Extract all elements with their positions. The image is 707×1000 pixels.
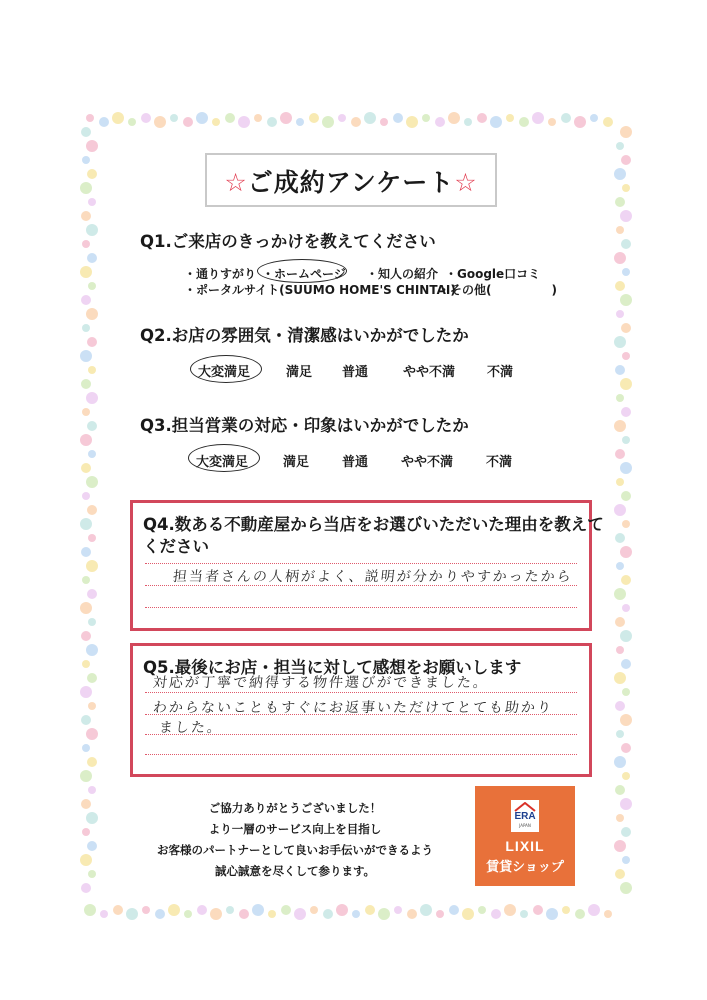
q3-option-neutral[interactable]: 普通 [342, 455, 369, 470]
era-logo-text: ERA [514, 811, 536, 822]
q2-option-satisfied[interactable]: 満足 [286, 365, 313, 380]
lixil-chintai-shop-logo [475, 786, 575, 886]
decorative-dot [588, 904, 600, 916]
decorative-dot [616, 310, 624, 318]
decorative-dot [86, 560, 98, 572]
decorative-dot [82, 492, 90, 500]
decorative-dot [622, 184, 630, 192]
q2-option-very-satisfied[interactable]: 大変満足 [198, 365, 251, 380]
decorative-dot [614, 756, 626, 768]
decorative-dot [267, 117, 277, 127]
decorative-dot [620, 882, 632, 894]
decorative-dot [616, 226, 624, 234]
q2-option-unsatisfied[interactable]: 不満 [487, 365, 514, 380]
decorative-dot [184, 910, 192, 918]
decorative-dot [616, 478, 624, 486]
dotted-line [145, 734, 577, 735]
decorative-dot [614, 252, 626, 264]
decorative-dot [87, 673, 97, 683]
decorative-dot [532, 112, 544, 124]
decorative-dot [88, 786, 96, 794]
decorative-dot [88, 198, 96, 206]
q3-option-unsatisfied[interactable]: 不満 [486, 455, 513, 470]
decorative-dot [183, 117, 193, 127]
q5-handwritten-line3: ました。 [158, 720, 224, 736]
decorative-dot [338, 114, 346, 122]
q3-question: Q3.担当営業の対応・印象はいかがでしたか [140, 416, 469, 435]
decorative-dot [81, 379, 91, 389]
decorative-dot [620, 126, 632, 138]
decorative-dot [87, 421, 97, 431]
decorative-dot [281, 905, 291, 915]
decorative-dot [86, 308, 98, 320]
decorative-dot [614, 336, 626, 348]
decorative-dot [80, 770, 92, 782]
q1-option-walk[interactable]: ・通りすがり [184, 267, 257, 281]
decorative-dot [212, 118, 220, 126]
decorative-dot [614, 168, 626, 180]
decorative-dot [86, 114, 94, 122]
decorative-dot [520, 910, 528, 918]
decorative-dot [87, 841, 97, 851]
decorative-dot [615, 197, 625, 207]
decorative-dot [436, 910, 444, 918]
decorative-dot [548, 118, 556, 126]
q3-option-satisfied[interactable]: 満足 [283, 455, 310, 470]
decorative-dot [81, 547, 91, 557]
decorative-dot [616, 562, 624, 570]
page-title-text: ご成約アンケート [247, 168, 455, 197]
dotted-line [145, 585, 577, 586]
decorative-dot [80, 350, 92, 362]
decorative-dot [309, 113, 319, 123]
decorative-dot [294, 908, 306, 920]
decorative-dot [622, 352, 630, 360]
decorative-dot [621, 491, 631, 501]
decorative-dot [615, 785, 625, 795]
decorative-dot [616, 730, 624, 738]
decorative-dot [620, 546, 632, 558]
decorative-dot [621, 239, 631, 249]
decorative-dot [87, 757, 97, 767]
decorative-dot [614, 840, 626, 852]
decorative-dot [519, 117, 529, 127]
q5-question: Q5.最後にお店・担当に対して感想をお願いします [143, 658, 522, 677]
decorative-dot [616, 646, 624, 654]
decorative-dot [420, 904, 432, 916]
q1-option-other[interactable]: ・その他( ) [438, 283, 557, 297]
decorative-dot [449, 905, 459, 915]
star-icon: ☆ [224, 168, 248, 197]
decorative-dot [621, 323, 631, 333]
decorative-dot [128, 118, 136, 126]
decorative-dot [86, 728, 98, 740]
thanks-line2: より一層のサービス向上を目指し [208, 822, 382, 836]
decorative-dot [80, 434, 92, 446]
decorative-dot [88, 618, 96, 626]
decorative-dot [99, 117, 109, 127]
decorative-dot [88, 282, 96, 290]
decorative-dot [621, 743, 631, 753]
decorative-dot [168, 904, 180, 916]
decorative-dot [197, 905, 207, 915]
decorative-dot [81, 631, 91, 641]
q4-answer-box[interactable] [130, 500, 604, 631]
decorative-dot [575, 909, 585, 919]
q3-option-very-satisfied[interactable]: 大変満足 [196, 455, 249, 470]
decorative-dot [82, 828, 90, 836]
decorative-dot [393, 113, 403, 123]
decorative-dot [141, 113, 151, 123]
lixil-text: LIXIL [505, 838, 545, 854]
decorative-dot [86, 644, 98, 656]
decorative-dot [620, 630, 632, 642]
decorative-dot [621, 155, 631, 165]
decorative-dot [80, 686, 92, 698]
decorative-dot [621, 827, 631, 837]
decorative-dot [226, 906, 234, 914]
decorative-dot [478, 906, 486, 914]
decorative-dot [620, 798, 632, 810]
decorative-dot [84, 904, 96, 916]
q3-selection-circle [188, 444, 260, 472]
decorative-dot [620, 210, 632, 222]
dotted-line [145, 714, 577, 715]
decorative-dot [88, 450, 96, 458]
q3-option-somewhat-unsatisfied[interactable]: やや不満 [401, 455, 454, 470]
decorative-dot [82, 660, 90, 668]
era-logo-subtext: JAPAN [519, 823, 531, 828]
decorative-dot [406, 116, 418, 128]
decorative-dot [621, 575, 631, 585]
decorative-dot [464, 118, 472, 126]
decorative-dot [225, 113, 235, 123]
decorative-dot [88, 534, 96, 542]
q5-handwritten-line1: 対応が丁寧で納得する物件選びができました。 [152, 675, 490, 691]
decorative-dot [81, 127, 91, 137]
decorative-dot [621, 407, 631, 417]
decorative-dot [86, 392, 98, 404]
decorative-dot [82, 324, 90, 332]
decorative-dot [590, 114, 598, 122]
decorative-dot [506, 114, 514, 122]
decorative-dot [170, 114, 178, 122]
decorative-dot [81, 883, 91, 893]
decorative-dot [82, 408, 90, 416]
decorative-dot [100, 910, 108, 918]
decorative-dot [620, 294, 632, 306]
decorative-dot [351, 117, 361, 127]
decorative-dot [81, 799, 91, 809]
decorative-dot [622, 688, 630, 696]
decorative-dot [336, 904, 348, 916]
decorative-dot [88, 366, 96, 374]
decorative-dot [238, 116, 250, 128]
q1-option-portal[interactable]: ・ポータルサイト(SUUMO HOME'S CHINTAI) [184, 283, 456, 297]
decorative-dot [87, 169, 97, 179]
q1-option-google[interactable]: ・Google口コミ [445, 267, 541, 281]
decorative-dot [448, 112, 460, 124]
decorative-dot [142, 906, 150, 914]
decorative-dot [210, 908, 222, 920]
decorative-dot [615, 533, 625, 543]
decorative-dot [80, 266, 92, 278]
decorative-dot [615, 281, 625, 291]
q2-option-neutral[interactable]: 普通 [342, 365, 369, 380]
decorative-dot [614, 588, 626, 600]
q2-question: Q2.お店の雰囲気・清潔感はいかがでしたか [140, 326, 469, 345]
decorative-dot [380, 118, 388, 126]
decorative-dot [82, 576, 90, 584]
decorative-dot [407, 909, 417, 919]
decorative-dot [87, 589, 97, 599]
decorative-dot [365, 905, 375, 915]
decorative-dot [622, 604, 630, 612]
decorative-dot [81, 211, 91, 221]
era-logo [511, 800, 539, 832]
decorative-dot [615, 617, 625, 627]
decorative-dot [614, 504, 626, 516]
decorative-dot [80, 182, 92, 194]
decorative-dot [435, 117, 445, 127]
decorative-dot [112, 112, 124, 124]
q4-question-line1: Q4.数ある不動産屋から当店をお選びいただいた理由を教えて [143, 515, 604, 534]
decorative-dot [296, 118, 304, 126]
decorative-dot [87, 253, 97, 263]
decorative-dot [491, 909, 501, 919]
decorative-dot [615, 365, 625, 375]
q5-handwritten-line2: わからないこともすぐにお返事いただけてとても助かり [152, 700, 554, 716]
decorative-dot [352, 910, 360, 918]
dotted-line [145, 563, 577, 564]
title-box [205, 153, 497, 207]
decorative-dot [622, 268, 630, 276]
decorative-dot [462, 908, 474, 920]
decorative-dot [87, 505, 97, 515]
decorative-dot [574, 116, 586, 128]
decorative-dot [620, 378, 632, 390]
decorative-dot [615, 701, 625, 711]
decorative-dot [615, 869, 625, 879]
decorative-dot [154, 116, 166, 128]
decorative-dot [378, 908, 390, 920]
decorative-dot [603, 117, 613, 127]
decorative-dot [86, 476, 98, 488]
decorative-dot [616, 142, 624, 150]
decorative-dot [622, 772, 630, 780]
decorative-dot [252, 904, 264, 916]
decorative-dot [616, 394, 624, 402]
decorative-dot [280, 112, 292, 124]
decorative-dot [88, 702, 96, 710]
decorative-dot [322, 116, 334, 128]
decorative-dot [614, 420, 626, 432]
decorative-dot [477, 113, 487, 123]
thanks-line1: ご協力ありがとうございました！ [208, 801, 382, 815]
decorative-dot [323, 909, 333, 919]
page-title [207, 163, 495, 199]
decorative-dot [562, 906, 570, 914]
decorative-dot [80, 602, 92, 614]
decorative-dot [196, 112, 208, 124]
decorative-dot [81, 295, 91, 305]
decorative-dot [80, 854, 92, 866]
decorative-dot [239, 909, 249, 919]
q1-question: Q1.ご来店のきっかけを教えてください [140, 232, 436, 251]
decorative-dot [604, 910, 612, 918]
chintai-shop-text: 賃貸ショップ [486, 860, 564, 875]
decorative-dot [113, 905, 123, 915]
decorative-dot [614, 672, 626, 684]
decorative-dot [80, 518, 92, 530]
decorative-dot [561, 113, 571, 123]
thanks-line3: お客様のパートナーとして良いお手伝いができるよう [157, 843, 433, 857]
decorative-dot [82, 744, 90, 752]
decorative-dot [81, 463, 91, 473]
decorative-dot [82, 240, 90, 248]
decorative-dot [620, 462, 632, 474]
decorative-dot [621, 659, 631, 669]
decorative-dot [155, 909, 165, 919]
q1-option-friend[interactable]: ・知人の紹介 [366, 267, 439, 281]
decorative-dot [268, 910, 276, 918]
decorative-dot [254, 114, 262, 122]
q2-option-somewhat-unsatisfied[interactable]: やや不満 [403, 365, 456, 380]
decorative-dot [622, 856, 630, 864]
decorative-dot [82, 156, 90, 164]
thanks-line4: 誠心誠意を尽くして参ります。 [214, 864, 376, 878]
decorative-dot [546, 908, 558, 920]
decorative-dot [81, 715, 91, 725]
decorative-dot [86, 224, 98, 236]
dotted-line [145, 692, 577, 693]
decorative-dot [504, 904, 516, 916]
decorative-dot [394, 906, 402, 914]
q4-handwritten-answer: 担当者さんの人柄がよく、説明が分かりやすかったから [172, 569, 574, 585]
decorative-dot [615, 449, 625, 459]
q5-answer-box[interactable] [130, 643, 592, 777]
decorative-dot [490, 116, 502, 128]
decorative-dot [616, 814, 624, 822]
decorative-dot [310, 906, 318, 914]
decorative-dot [422, 114, 430, 122]
decorative-dot [126, 908, 138, 920]
q1-option-homepage[interactable]: ・ホームページ [262, 267, 346, 281]
decorative-dot [620, 714, 632, 726]
decorative-dot [88, 870, 96, 878]
decorative-dot [622, 436, 630, 444]
q4-question-line2: ください [143, 537, 209, 556]
decorative-dot [533, 905, 543, 915]
decorative-dot [86, 812, 98, 824]
dotted-line [145, 607, 577, 608]
decorative-dot [622, 520, 630, 528]
decorative-dot [86, 140, 98, 152]
q1-selection-circle [257, 259, 347, 283]
dotted-line [145, 754, 577, 755]
q2-selection-circle [190, 355, 262, 383]
star-icon: ☆ [454, 168, 478, 197]
decorative-dot [364, 112, 376, 124]
decorative-dot [87, 337, 97, 347]
